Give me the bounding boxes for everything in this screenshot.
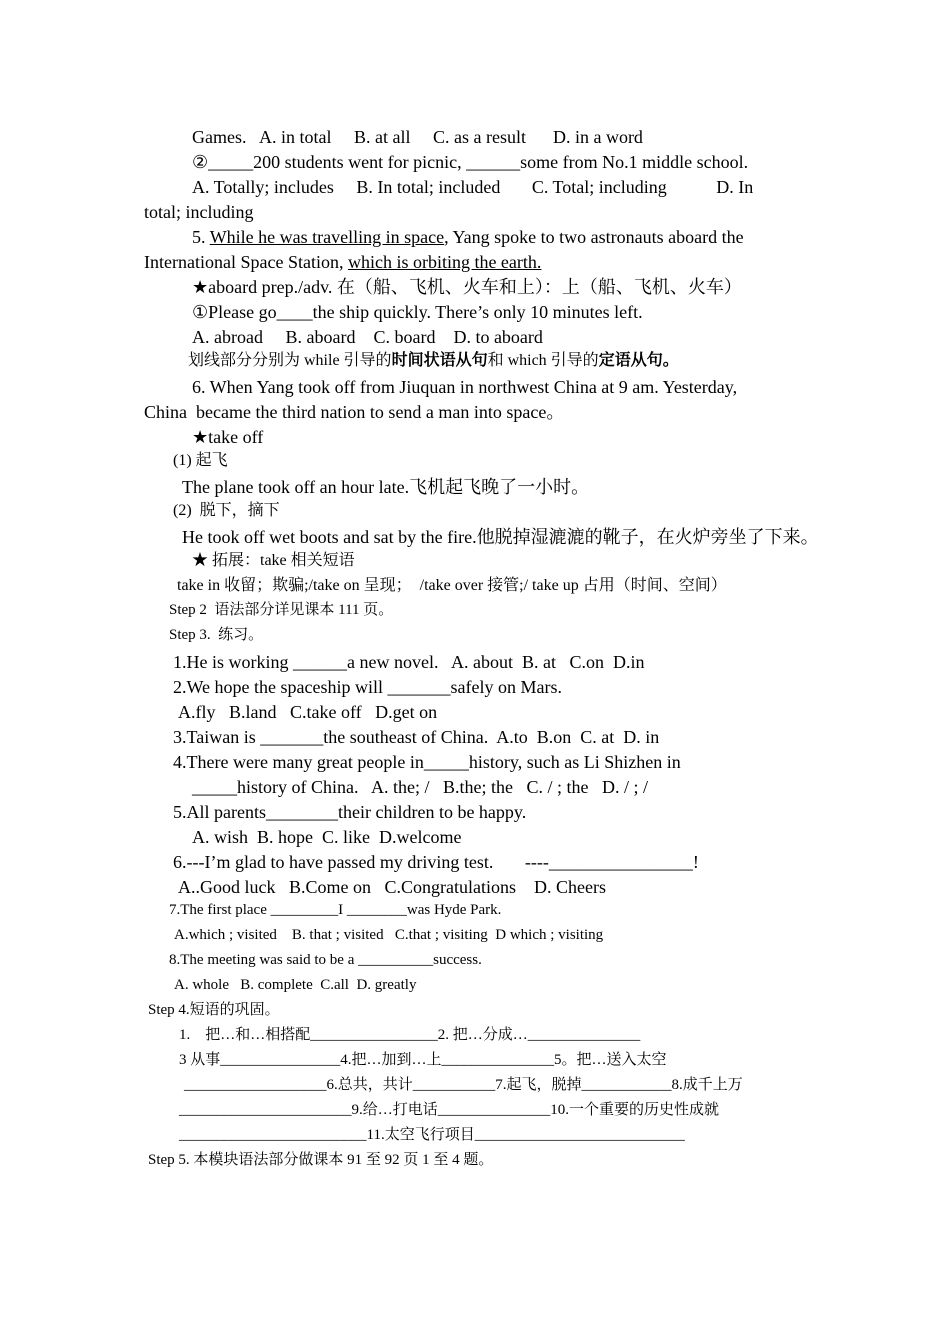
text-line: _________________________11.太空飞行项目____________________________ (179, 1127, 685, 1143)
text-line: A.which ; visited B. that ; visited C.that ; visiting D which ; visiting (174, 927, 604, 943)
text-line: (1) 起飞 (173, 452, 228, 469)
text-line: A. abroad B. aboard C. board D. to aboard (192, 327, 543, 347)
text-segment: 和 which 引导的 (487, 352, 599, 369)
text-line: ★take off (192, 427, 264, 447)
text-line: 7.The first place _________I ________was Hyde Park. (169, 902, 502, 918)
text-line: A..Good luck B.Come on C.Congratulations D. Cheers (178, 877, 606, 897)
text-line: ★ 拓展：take 相关短语 (192, 552, 355, 569)
text-line: 6.---I’m glad to have passed my driving test. ----________________! (173, 852, 699, 872)
text-line: 1. 把…和…相搭配_________________2. 把…分成…_______________ (179, 1027, 641, 1043)
text-line: A. Totally; includes B. In total; included C. Total; including D. In (192, 177, 754, 197)
text-line: A.fly B.land C.take off D.get on (178, 702, 438, 722)
text-line (188, 353, 679, 369)
text-line (192, 228, 744, 246)
text-line: The plane took off an hour late.飞机起飞晚了一小时。 (182, 477, 590, 497)
text-line: (2) 脱下，摘下 (173, 502, 280, 519)
text-line: 3.Taiwan is _______the southeast of China. A.to B.on C. at D. in (173, 727, 660, 747)
text-line: Step 5. 本模块语法部分做课本 91 至 92 页 1 至 4 题。 (148, 1152, 494, 1168)
text-line: A. wish B. hope C. like D.welcome (192, 827, 462, 847)
text-line: Step 4.短语的巩固。 (148, 1002, 280, 1018)
text-line: 1.He is working ______a new novel. A. about B. at C.on D.in (173, 652, 645, 672)
underlined-clause: While he was travelling in space (209, 227, 445, 247)
text-line: He took off wet boots and sat by the fire.他脱掉湿漉漉的靴子，在火炉旁坐了下来。 (182, 527, 819, 547)
text-line: ___________________6.总共，共计___________7.起飞，脱掉____________8.成千上万 (184, 1077, 743, 1093)
text-line: A. whole B. complete C.all D. greatly (174, 977, 417, 993)
bold-term: 定语从句。 (598, 352, 679, 369)
text-segment: 5. (192, 227, 210, 247)
text-line: Step 2 语法部分详见课本 111 页。 (169, 602, 394, 618)
underlined-clause: which is orbiting the earth. (347, 252, 542, 272)
text-line: total; including (144, 202, 254, 222)
text-line: 3 从事________________4.把…加到…上_______________5。把…送入太空 (179, 1052, 667, 1068)
bold-term: 时间状语从句 (391, 352, 488, 369)
text-line (144, 253, 541, 271)
text-segment: International Space Station, (144, 252, 348, 272)
text-segment: 划线部分分别为 while 引导的 (188, 352, 392, 369)
text-line: 5.All parents________their children to be happy. (173, 802, 527, 822)
text-line: 8.The meeting was said to be a __________success. (169, 952, 482, 968)
text-line: 2.We hope the spaceship will _______safely on Mars. (173, 677, 562, 697)
text-line: ①Please go____the ship quickly. There’s only 10 minutes left. (192, 302, 643, 322)
text-line: Step 3. 练习。 (169, 627, 264, 643)
text-segment: , Yang spoke to two astronauts aboard the (444, 227, 744, 247)
text-line: 4.There were many great people in_____history, such as Li Shizhen in (173, 752, 681, 772)
text-line: _____history of China. A. the; / B.the; the C. / ; the D. / ; / (192, 777, 648, 797)
text-line: ②_____200 students went for picnic, ______some from No.1 middle school. (192, 152, 749, 172)
text-line: ★aboard prep./adv. 在（船、飞机、火车和上）：上（船、飞机、火车） (192, 277, 742, 297)
text-line: take in 收留；欺骗;/take on 呈现； /take over 接管;/ take up 占用（时间、空间） (177, 577, 727, 594)
text-line: _______________________9.给…打电话_______________10.一个重要的历史性成就 (179, 1102, 720, 1118)
text-line: Games. A. in total B. at all C. as a result D. in a word (192, 127, 643, 147)
text-line: China became the third nation to send a man into space。 (144, 402, 565, 422)
text-line: 6. When Yang took off from Jiuquan in northwest China at 9 am. Yesterday, (192, 377, 738, 397)
